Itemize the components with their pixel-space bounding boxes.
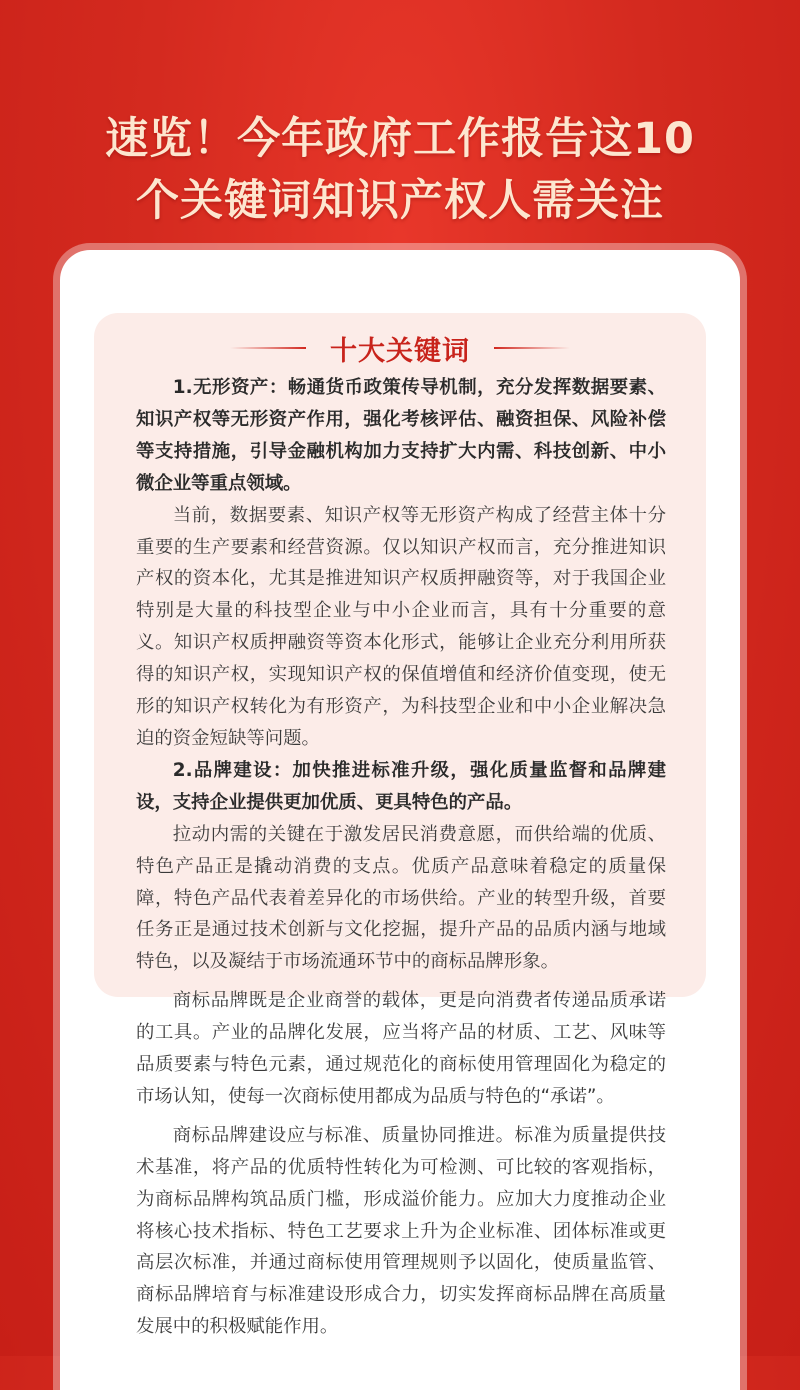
headline-line-2: 个关键词知识产权人需关注 xyxy=(136,176,664,226)
body-paragraph-1: 当前，数据要素、知识产权等无形资产构成了经营主体十分重要的生产要素和经营资源。仅以知识产权而言，充分推进知识产权的资本化，尤其是推进知识产权质押融资等，对于我国企业特别是大量的科技型企业与中小企业而言，具有十分重要的意义。知识产权质押融资等资本化形式，能够让企业充分利用所获得的知识产权，实现知识产权的保值增值和经济价值变现，使无形的知识产权转化为有形资产，为科技型企业和中小企业解决急迫的资金短缺等问题。 xyxy=(136,504,666,749)
headline-line-1: 速览！今年政府工作报告这10 xyxy=(105,114,695,164)
body-paragraph-3: 商标品牌既是企业商誉的载体，更是向消费者传递品质承诺的工具。产业的品牌化发展，应当将产品的材质、工艺、风味等品质要素与特色元素，通过规范化的商标使用管理固化为稳定的市场认知，使每一次商标使用都成为品质与特色的“承诺”。 xyxy=(136,990,666,1107)
article-headline xyxy=(0,108,800,232)
title-rule-right xyxy=(494,347,570,349)
body-paragraph-4: 商标品牌建设应与标准、质量协同推进。标准为质量提供技术基准，将产品的优质特性转化为可检测、可比较的客观指标，为商标品牌构筑品质门槛，形成溢价能力。应加大力度推动企业将核心技术指标、特色工艺要求上升为企业标准、团体标准或更高层次标准，并通过商标使用管理规则予以固化，使质量监管、商标品牌培育与标准建设形成合力，切实发挥商标品牌在高质量发展中的积极赋能作用。 xyxy=(136,1124,666,1338)
body-paragraph-2: 拉动内需的关键在于激发居民消费意愿，而供给端的优质、特色产品正是撬动消费的支点。优质产品意味着稳定的质量保障，特色产品代表着差异化的市场供给。产业的转型升级，首要任务正是通过技术创新与文化挖掘，提升产品的品质内涵与地域特色，以及凝结于市场流通环节中的商标品牌形象。 xyxy=(136,823,666,973)
article-body xyxy=(136,372,666,1343)
section-title xyxy=(94,325,706,371)
title-rule-left xyxy=(230,347,306,349)
keyword-paragraph-1: 1.无形资产：畅通货币政策传导机制，充分发挥数据要素、知识产权等无形资产作用，强化考核评估、融资担保、风险补偿等支持措施，引导金融机构加力支持扩大内需、科技创新、中小微企业等重点领域。 xyxy=(136,377,666,494)
keyword-paragraph-2: 2.品牌建设：加快推进标准升级，强化质量监督和品牌建设，支持企业提供更加优质、更具特色的产品。 xyxy=(136,759,666,813)
section-title-label: 十大关键词 xyxy=(330,335,470,367)
